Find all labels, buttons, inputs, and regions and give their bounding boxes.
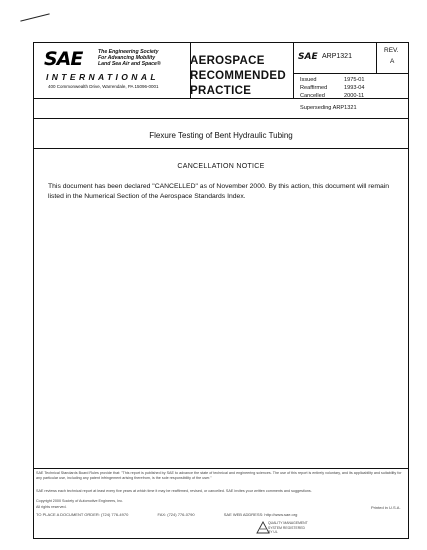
date-cancelled: Cancelled 2000-11: [300, 93, 365, 99]
sae-logo-block: [36, 46, 190, 96]
footer-review: SAE reviews each technical report at least every five years at which time it may be reaffirmed, revised, or cancelled. SAE invites your written comments and suggestions.: [36, 489, 312, 493]
address: 400 Commonwealth Drive, Warrendale, PA 15096-0001: [48, 84, 159, 89]
rev-label: REV.: [384, 47, 399, 54]
rev-value: A: [390, 58, 395, 65]
sae-mini-logo: SAE: [298, 52, 318, 62]
fax-number: FAX: (724) 776-0790: [157, 512, 195, 517]
standard-type: AEROSPACE RECOMMENDED PRACTICE: [190, 55, 286, 97]
title-bottom-divider: [34, 148, 408, 149]
footer-copyright: Copyright 2000 Society of Automotive Engineers, Inc.: [36, 499, 124, 503]
cancellation-heading: CANCELLATION NOTICE: [177, 163, 265, 170]
printed-in: Printed in U.S.A.: [371, 505, 401, 510]
sae-logo: SAE: [44, 48, 83, 70]
rev-row-divider: [293, 73, 408, 74]
international-label: INTERNATIONAL: [46, 72, 159, 82]
footer-notice: SAE Technical Standards Board Rules provide that: "This report is published by SAE to advance the state of technical and engineering sciences. The use of this report is entirely voluntary, and its applicability and suitability for any particular use, including any patent infringement arising therefrom, is the sole responsibility of the user.": [36, 471, 402, 480]
document-number: ARP1321: [322, 53, 352, 60]
document-title: Flexure Testing of Bent Hydraulic Tubing: [149, 131, 293, 140]
document-frame: [33, 42, 409, 539]
sae-tagline: The Engineering Society For Advancing Mobility Land Sea Air and Space®: [98, 49, 161, 67]
scan-mark: [20, 13, 49, 21]
superseding: Superseding ARP1321: [300, 105, 357, 111]
footer-divider: [34, 468, 408, 469]
footer-rights: All rights reserved.: [36, 505, 67, 509]
header-divider-v2: [293, 43, 294, 98]
document-dates: [300, 76, 365, 100]
web-address[interactable]: SAE WEB ADDRESS: http://www.sae.org: [223, 512, 298, 517]
title-top-divider: [34, 118, 408, 119]
registration-logo-text: QUALITY MANAGEMENT SYSTEM REGISTERED BY UL: [268, 521, 308, 534]
order-phone: TO PLACE A DOCUMENT ORDER: (724) 776-4970: [36, 512, 129, 517]
rev-divider: [376, 43, 377, 73]
date-issued: Issued 1975-01: [300, 77, 365, 83]
cancellation-body: This document has been declared "CANCELLED" as of November 2000. By this action, this document will remain listed in the Numerical Section of the Aerospace Standards Index.: [48, 183, 390, 200]
date-reaffirmed: Reaffirmed 1993-04: [300, 85, 365, 91]
footer-contact: [36, 512, 356, 517]
